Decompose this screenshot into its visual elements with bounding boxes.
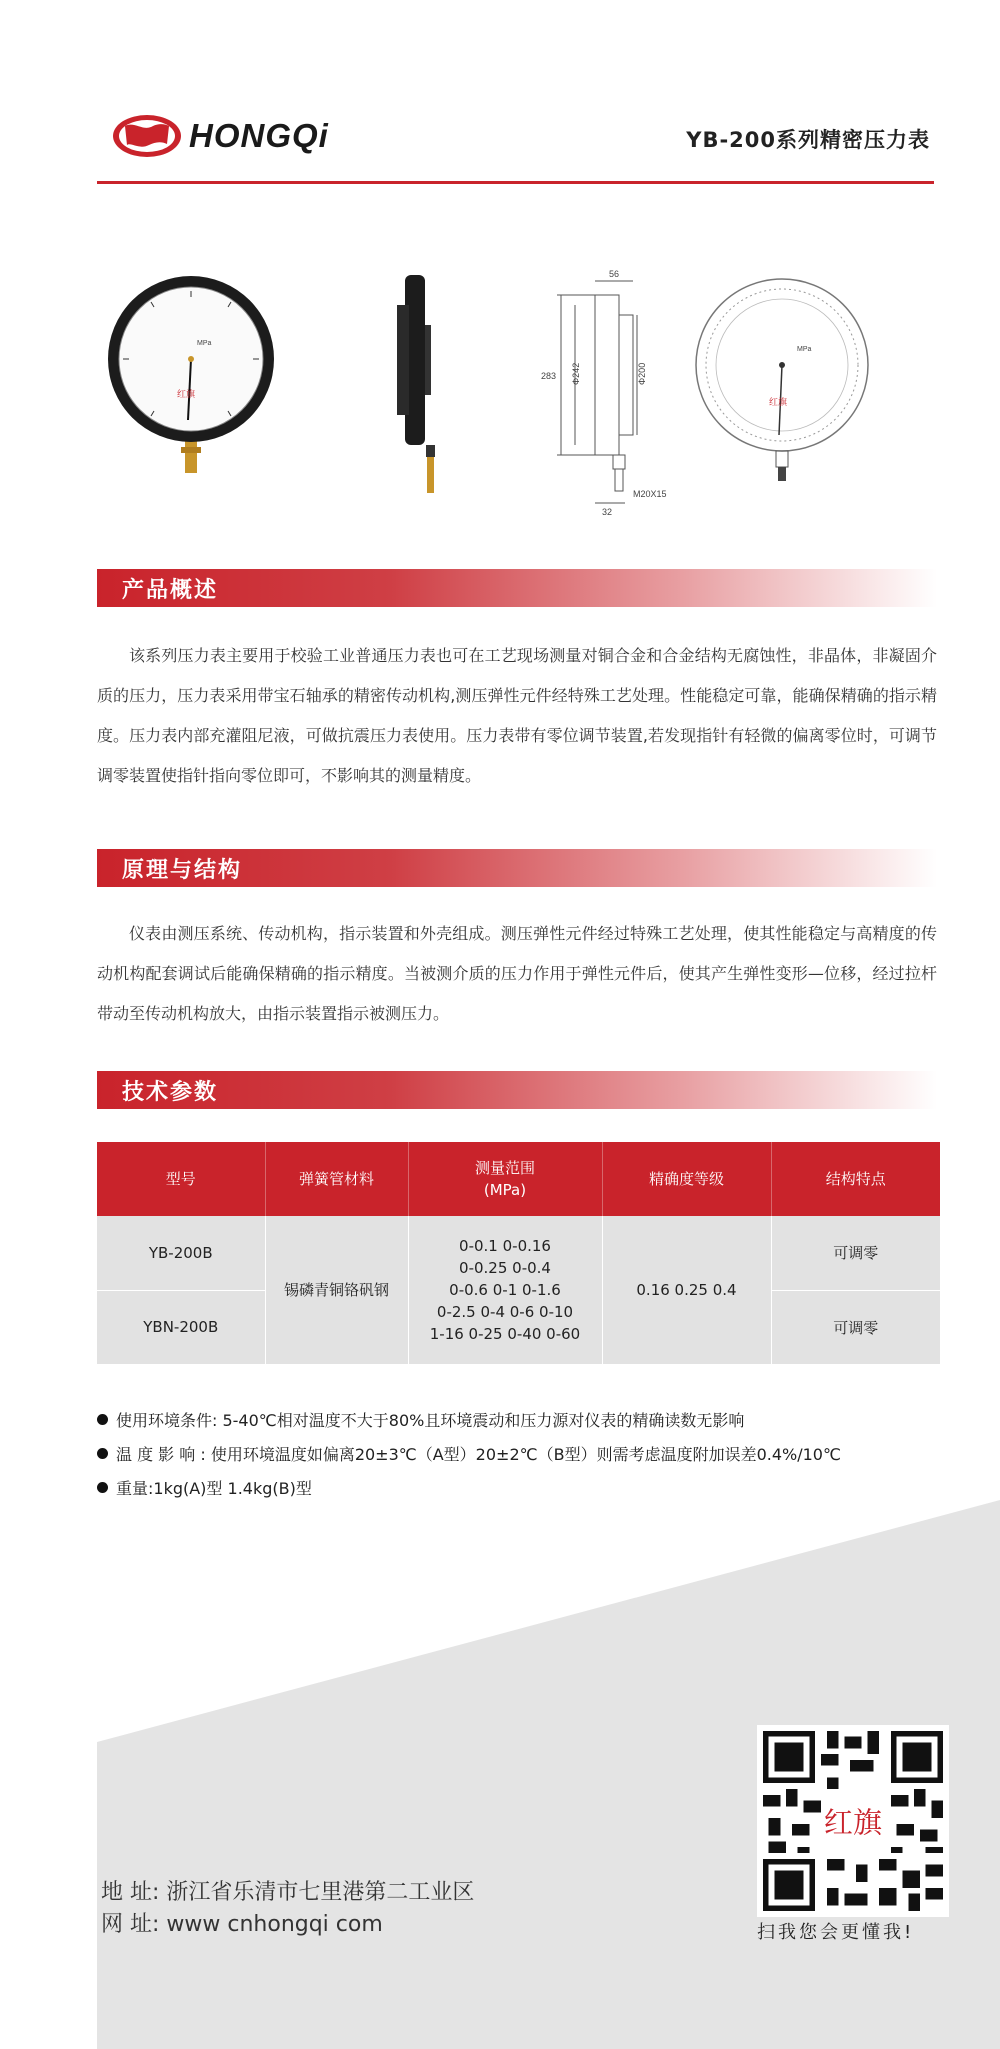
bullet-icon [97, 1448, 108, 1459]
page-header [97, 100, 934, 184]
dial-brand-mark: 红旗 [769, 398, 788, 408]
header-accuracy: 精确度等级 [602, 1142, 771, 1216]
gauge-side-image [397, 275, 435, 493]
qr-code-icon [757, 1725, 949, 1917]
range-line: 0-0.1 0-0.16 [459, 1236, 551, 1255]
contact-info [101, 1877, 474, 1941]
principle-text: 仪表由测压系统、传动机构，指示装置和外壳组成。测压弹性元件经过特殊工艺处理，使其性能稳定与高精度的传动机构配套调试后能确保精确的指示精度。当被测介质的压力作用于弹性元件后，使其产生弹性变形—位移，经过拉杆带动至传动机构放大，由指示装置指示被测压力。 [97, 924, 937, 1023]
dim-outer-label: Φ200 [637, 362, 647, 385]
dim-inner-label: Φ242 [571, 362, 581, 385]
model-cell: YBN-200B [97, 1290, 265, 1364]
overview-title: 产品概述 [122, 578, 219, 603]
notes-list [97, 1404, 957, 1506]
gauge-front-image [108, 276, 274, 473]
range-line: 0-0.6 0-1 0-1.6 [449, 1280, 561, 1299]
dim-top-label: 56 [609, 269, 620, 279]
header-model: 型号 [97, 1142, 265, 1216]
dim-height-label: 283 [541, 371, 557, 381]
product-images [97, 265, 934, 515]
feature-cell: 可调零 [771, 1216, 940, 1290]
range-cell [408, 1216, 602, 1364]
table-row [97, 1216, 940, 1290]
note-text: 重量:1kg(A)型 1.4kg(B)型 [116, 1479, 312, 1498]
spec-table [97, 1142, 940, 1365]
table-header-row [97, 1142, 940, 1216]
overview-section-header [97, 569, 937, 607]
header-range-label: 测量范围 [474, 1159, 535, 1177]
qr-stamp-text: 红旗 [823, 1805, 883, 1840]
accuracy-cell: 0.16 0.25 0.4 [602, 1216, 771, 1364]
note-text: 使用环境条件: 5-40℃相对温度不大于80%且环境震动和压力源对仪表的精确读数无影响 [116, 1411, 745, 1430]
svg-text:红旗: 红旗 [177, 390, 196, 400]
website-text: 网 址: www cnhongqi com [101, 1912, 383, 1937]
feature-cell: 可调零 [771, 1290, 940, 1364]
brand-name: HONGQi [189, 117, 329, 154]
principle-title: 原理与结构 [122, 858, 243, 883]
material-cell: 锡磷青铜铬矾钢 [265, 1216, 408, 1364]
spec-section-header [97, 1071, 937, 1109]
overview-text: 该系列压力表主要用于校验工业普通压力表也可在工艺现场测量对铜合金和合金结构无腐蚀性，非晶体，非凝固介质的压力，压力表采用带宝石轴承的精密传动机构,测压弹性元件经特殊工艺处理。性能稳定可靠，能确保精确的指示精度。压力表内部充灌阻尼液，可做抗震压力表使用。压力表带有零位调节装置,若发现指针有轻微的偏离零位时，可调节调零装置使指针指向零位即可，不影响其的测量精度。 [97, 646, 937, 785]
header-range-unit: (MPa) [483, 1181, 527, 1199]
note-text: 温 度 影 响 : 使用环境温度如偏离20±3℃（A型）20±2℃（B型）则需考虑温度附加误差0.4%/10℃ [116, 1445, 841, 1464]
note-item [97, 1404, 957, 1438]
model-cell: YB-200B [97, 1216, 265, 1290]
spec-title: 技术参数 [122, 1080, 219, 1105]
thread-label: M20X15 [633, 489, 667, 499]
brand-logo [111, 112, 329, 160]
bullet-icon [97, 1414, 108, 1425]
header-features: 结构特点 [771, 1142, 940, 1216]
dim-bottom-label: 32 [602, 507, 613, 515]
principle-section-header [97, 849, 937, 887]
svg-text:MPa: MPa [197, 340, 212, 347]
range-line: 1-16 0-25 0-40 0-60 [429, 1324, 581, 1343]
dial-unit-label: MPa [797, 346, 812, 353]
range-line: 0-0.25 0-0.4 [459, 1258, 551, 1277]
gauge-dial-drawing [696, 279, 868, 481]
bullet-icon [97, 1482, 108, 1493]
flag-logo-icon [111, 112, 183, 160]
technical-drawing [557, 281, 637, 503]
range-line: 0-2.5 0-4 0-6 0-10 [436, 1302, 574, 1321]
address-text: 地 址: 浙江省乐清市七里港第二工业区 [101, 1880, 475, 1905]
qr-caption: 扫我您会更懂我! [757, 1922, 915, 1943]
header-range [408, 1142, 602, 1216]
page-title: YB-200系列精密压力表 [686, 128, 930, 152]
note-item [97, 1438, 957, 1472]
header-material: 弹簧管材料 [265, 1142, 408, 1216]
